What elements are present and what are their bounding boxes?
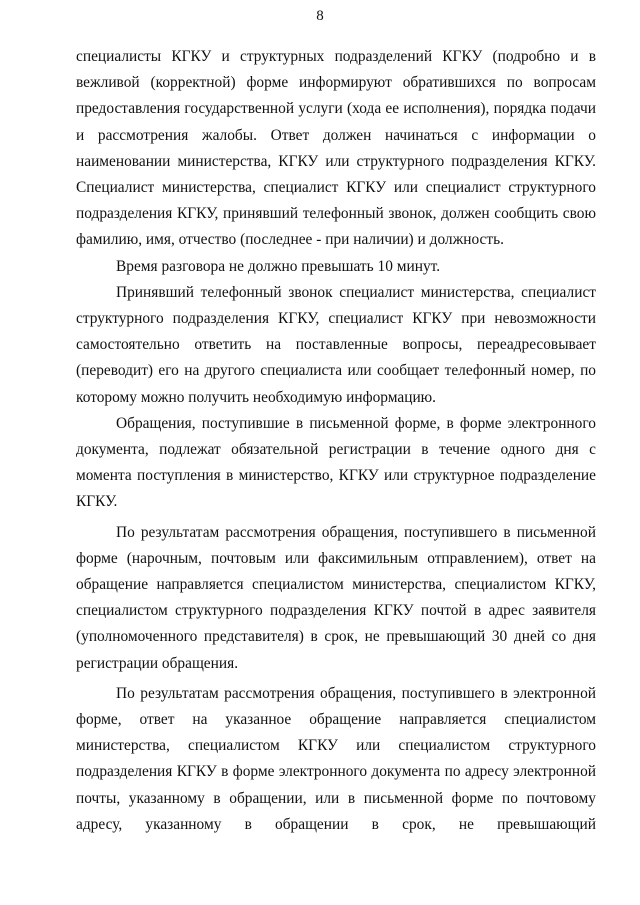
paragraph-1: специалисты КГКУ и структурных подразделений КГКУ (подробно и в вежливой (корректной) форме информируют обратившихся по вопросам предоставления государственной услуги (хода ее исполнения), порядка подачи и рассмотрения жалобы. Ответ должен начинаться с информации о наименовании министерства, КГКУ или структурного подразделения КГКУ. Специалист министерства, специалист КГКУ или специалист структурного подразделения КГКУ, принявший телефонный звонок, должен сообщить свою фамилию, имя, отчество (последнее - при наличии) и должность.	[76, 48, 596, 249]
paragraph-2: Время разговора не должно превышать 10 минут.	[116, 257, 441, 275]
document-body	[76, 44, 596, 838]
paragraph-3: Принявший телефонный звонок специалист министерства, специалист структурного подразделения КГКУ, специалист КГКУ при невозможности самостоятельно ответить на поставленные вопросы, переадресовывает (переводит) его на другого специалиста или сообщает телефонный номер, по которому можно получить необходимую информацию.	[76, 283, 596, 406]
page-number: 8	[316, 8, 324, 24]
paragraph-6: По результатам рассмотрения обращения, поступившего в электронной форме, ответ на указанное обращение направляется специалистом министерства, специалистом КГКУ или специалистом структурного подразделения КГКУ в форме электронного документа по адресу электронной почты, указанному в обращении, или в письменной форме по почтовому адресу, указанному в обращении в срок, не превышающий	[76, 684, 596, 833]
paragraph-4: Обращения, поступившие в письменной форме, в форме электронного документа, подлежат обязательной регистрации в течение одного дня с момента поступления в министерство, КГКУ или структурное подразделение КГКУ.	[76, 414, 596, 511]
paragraph-5: По результатам рассмотрения обращения, поступившего в письменной форме (нарочным, почтовым или факсимильным отправлением), ответ на обращение направляется специалистом министерства, специалистом КГКУ, специалистом структурного подразделения КГКУ почтой в адрес заявителя (уполномоченного представителя) в срок, не превышающий 30 дней со дня регистрации обращения.	[76, 523, 596, 672]
